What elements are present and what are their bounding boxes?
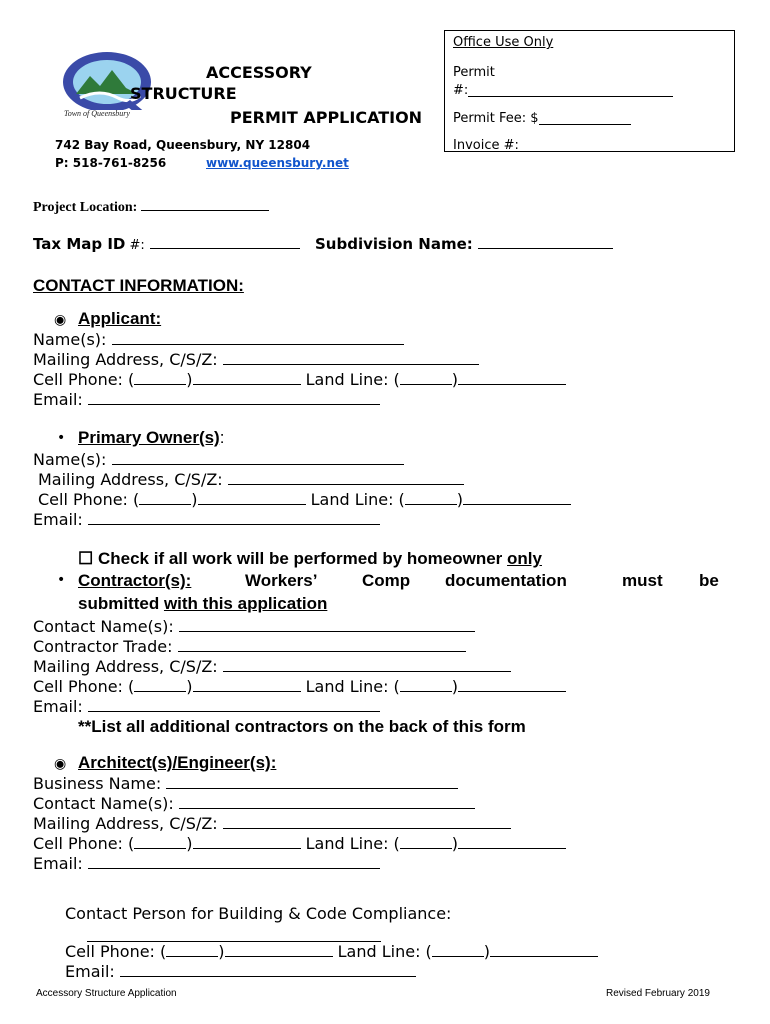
title-line2: STRUCTURE (130, 84, 237, 103)
applicant-land-area[interactable] (400, 371, 452, 385)
architect-land-label: Land Line: ( (300, 834, 400, 853)
office-use-box (444, 30, 735, 152)
contractor-title: Contractor(s): (78, 571, 192, 590)
applicant-land-label: Land Line: ( (300, 370, 400, 389)
contractor-mailing-row (33, 657, 511, 676)
bullet-icon: ◉ (54, 312, 67, 328)
paren: ) (483, 942, 491, 961)
invoice-label: Invoice #: (453, 138, 519, 153)
project-location-label: Project Location: (33, 200, 138, 215)
applicant-email-label: Email: (33, 390, 83, 409)
project-location-field[interactable] (141, 197, 269, 211)
owner-names-label: Name(s): (33, 450, 107, 469)
contractor-email-field[interactable] (88, 698, 380, 712)
owner-names-field[interactable] (112, 451, 404, 465)
applicant-mailing-row (33, 350, 479, 369)
architect-land-area[interactable] (400, 835, 452, 849)
owner-land-field[interactable] (463, 491, 571, 505)
contractor-land-field[interactable] (458, 678, 566, 692)
contractor-trade-label: Contractor Trade: (33, 637, 173, 656)
applicant-title: Applicant: (78, 309, 162, 328)
architect-business-row (33, 774, 458, 793)
compliance-land-area[interactable] (432, 943, 484, 957)
owner-email-field[interactable] (88, 511, 380, 525)
permit-fee-field[interactable] (539, 111, 631, 125)
subdivision-label: Subdivision Name: (315, 235, 473, 253)
address: 742 Bay Road, Queensbury, NY 12804 (55, 138, 311, 152)
homeowner-check-text: Check if all work will be performed by homeowner (97, 549, 508, 568)
applicant-names-field[interactable] (112, 331, 404, 345)
tax-map-field[interactable] (150, 235, 300, 249)
homeowner-check-row (78, 549, 542, 569)
applicant-names-row (33, 330, 404, 349)
architect-mailing-field[interactable] (223, 815, 511, 829)
word-workers: Workers’ (245, 571, 318, 590)
architect-email-label: Email: (33, 854, 83, 873)
paren: ) (191, 490, 198, 509)
permit-label: Permit (453, 65, 495, 80)
owner-mailing-label: Mailing Address, C/S/Z: (38, 470, 223, 489)
owner-email-label: Email: (33, 510, 83, 529)
project-location-row (33, 197, 269, 216)
bullet-icon: ◉ (54, 756, 67, 772)
contractor-cell-area[interactable] (134, 678, 186, 692)
tax-map-suffix: #: (125, 238, 145, 253)
architect-title: Architect(s)/Engineer(s): (78, 753, 277, 772)
contractor-contact-row (33, 617, 475, 636)
owner-phone-row (38, 490, 571, 509)
contractor-trade-row (33, 637, 466, 656)
phone: P: 518-761-8256 (55, 156, 167, 170)
architect-contact-field[interactable] (179, 795, 475, 809)
permit-number-row (453, 83, 468, 98)
paren: ) (218, 942, 225, 961)
title-line3: PERMIT APPLICATION (230, 108, 423, 127)
permit-number-label: #: (453, 83, 469, 98)
contractor-mailing-field[interactable] (223, 658, 511, 672)
word-comp: Comp (362, 571, 411, 590)
applicant-cell-area[interactable] (134, 371, 186, 385)
compliance-phone-row (65, 942, 598, 961)
title-line1: ACCESSORY (206, 63, 312, 82)
contractor-phone-row (33, 677, 566, 696)
owner-land-label: Land Line: ( (305, 490, 405, 509)
contractor-mailing-label: Mailing Address, C/S/Z: (33, 657, 218, 676)
applicant-names-label: Name(s): (33, 330, 107, 349)
applicant-email-row (33, 390, 380, 409)
paren: ) (186, 677, 193, 696)
contractor-email-label: Email: (33, 697, 83, 716)
paren: ) (451, 370, 459, 389)
owner-names-row (33, 450, 404, 469)
compliance-name-field[interactable] (87, 929, 381, 942)
word-documentation: documentation (445, 571, 567, 590)
owner-cell-field[interactable] (198, 491, 306, 505)
additional-contractors-note: **List all additional contractors on the back of this form (78, 717, 526, 736)
permit-number-field[interactable] (468, 83, 673, 97)
applicant-mailing-field[interactable] (223, 351, 479, 365)
architect-contact-row (33, 794, 475, 813)
architect-contact-label: Contact Name(s): (33, 794, 174, 813)
architect-mailing-row (33, 814, 511, 833)
owner-mailing-field[interactable] (228, 471, 464, 485)
owner-cell-label: Cell Phone: ( (38, 490, 140, 509)
permit-fee-label: Permit Fee: $ (453, 111, 539, 126)
subdivision-row (315, 235, 613, 253)
submitted-row (78, 594, 327, 614)
architect-cell-area[interactable] (134, 835, 186, 849)
applicant-mailing-label: Mailing Address, C/S/Z: (33, 350, 218, 369)
contractor-trade-field[interactable] (178, 638, 466, 652)
owner-email-row (33, 510, 380, 529)
submitted-text: submitted (78, 594, 164, 613)
word-be: be (699, 571, 719, 590)
subdivision-field[interactable] (478, 235, 613, 249)
office-title: Office Use Only (453, 35, 554, 50)
compliance-land-field[interactable] (490, 943, 598, 957)
applicant-email-field[interactable] (88, 391, 380, 405)
contractor-email-row (33, 697, 380, 716)
architect-business-label: Business Name: (33, 774, 162, 793)
paren: ) (451, 834, 459, 853)
architect-email-row (33, 854, 380, 873)
contractor-land-label: Land Line: ( (300, 677, 400, 696)
contractor-contact-field[interactable] (179, 618, 475, 632)
applicant-cell-field[interactable] (193, 371, 301, 385)
bullet-icon: • (57, 572, 66, 588)
applicant-cell-label: Cell Phone: ( (33, 370, 135, 389)
compliance-land-label: Land Line: ( (332, 942, 432, 961)
architect-land-field[interactable] (458, 835, 566, 849)
compliance-email-field[interactable] (120, 963, 416, 977)
footer-left: Accessory Structure Application (36, 988, 177, 999)
compliance-email-row (65, 962, 416, 981)
architect-business-field[interactable] (166, 775, 458, 789)
compliance-cell-label: Cell Phone: ( (65, 942, 167, 961)
bullet-icon: • (57, 430, 66, 446)
tax-map-row (33, 235, 300, 253)
logo-caption: Town of Queensbury (64, 109, 130, 118)
paren: ) (456, 490, 464, 509)
architect-mailing-label: Mailing Address, C/S/Z: (33, 814, 218, 833)
with-app-text: with this application (163, 594, 328, 613)
compliance-cell-area[interactable] (166, 943, 218, 957)
owner-title-row (78, 428, 224, 448)
compliance-cell-field[interactable] (225, 943, 333, 957)
footer-right: Revised February 2019 (606, 988, 710, 999)
architect-email-field[interactable] (88, 855, 380, 869)
owner-cell-area[interactable] (139, 491, 191, 505)
architect-cell-field[interactable] (193, 835, 301, 849)
word-must: must (622, 571, 663, 590)
owner-land-area[interactable] (405, 491, 457, 505)
contractor-land-area[interactable] (400, 678, 452, 692)
homeowner-checkbox[interactable]: ☐ (78, 549, 94, 568)
applicant-phone-row (33, 370, 566, 389)
owner-title-colon: : (219, 428, 225, 447)
website-link[interactable]: www.queensbury.net (206, 156, 349, 170)
paren: ) (186, 834, 193, 853)
compliance-email-label: Email: (65, 962, 115, 981)
contact-info-header: CONTACT INFORMATION: (33, 276, 244, 295)
architect-cell-label: Cell Phone: ( (33, 834, 135, 853)
paren: ) (451, 677, 459, 696)
architect-phone-row (33, 834, 566, 853)
owner-title: Primary Owner(s) (78, 428, 220, 447)
compliance-title: Contact Person for Building & Code Compliance: (65, 904, 452, 923)
contractor-cell-field[interactable] (193, 678, 301, 692)
only-text: only (507, 549, 542, 568)
permit-fee-row (453, 111, 539, 126)
paren: ) (186, 370, 193, 389)
owner-mailing-row (38, 470, 464, 489)
contractor-contact-label: Contact Name(s): (33, 617, 174, 636)
contractor-cell-label: Cell Phone: ( (33, 677, 135, 696)
tax-map-label: Tax Map ID (33, 235, 126, 253)
applicant-land-field[interactable] (458, 371, 566, 385)
